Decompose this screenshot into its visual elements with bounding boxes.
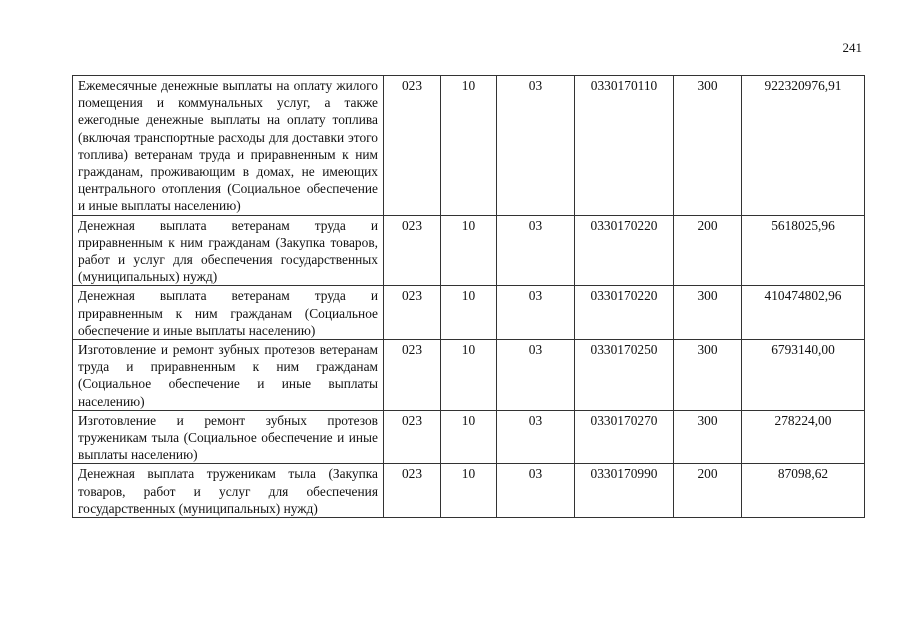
table-row — [73, 286, 865, 340]
amount: 410474802,96 — [742, 286, 865, 340]
budget-table — [72, 75, 865, 518]
target-article-code: 0330170250 — [575, 340, 674, 411]
section-code: 10 — [441, 464, 497, 518]
row-description: Денежная выплата ветеранам труда и приравненным к ним гражданам (Социальное обеспечение и иные выплаты населению) — [73, 286, 384, 340]
target-article-code: 0330170220 — [575, 286, 674, 340]
page-number: 241 — [842, 40, 862, 55]
table-row — [73, 215, 865, 286]
section-code: 10 — [441, 215, 497, 286]
expense-type-code: 300 — [674, 286, 742, 340]
expense-type-code: 200 — [674, 215, 742, 286]
table-row — [73, 76, 865, 216]
ministry-code: 023 — [384, 340, 441, 411]
ministry-code: 023 — [384, 215, 441, 286]
target-article-code: 0330170110 — [575, 76, 674, 216]
section-code: 10 — [441, 76, 497, 216]
amount: 922320976,91 — [742, 76, 865, 216]
expense-type-code: 300 — [674, 340, 742, 411]
target-article-code: 0330170990 — [575, 464, 674, 518]
subsection-code: 03 — [497, 286, 575, 340]
ministry-code: 023 — [384, 286, 441, 340]
subsection-code: 03 — [497, 464, 575, 518]
amount: 278224,00 — [742, 410, 865, 464]
ministry-code: 023 — [384, 464, 441, 518]
row-description: Изготовление и ремонт зубных протезов труженикам тыла (Социальное обеспечение и иные выплаты населению) — [73, 410, 384, 464]
section-code: 10 — [441, 340, 497, 411]
target-article-code: 0330170220 — [575, 215, 674, 286]
row-description: Денежная выплата труженикам тыла (Закупка товаров, работ и услуг для обеспечения государственных (муниципальных) нужд) — [73, 464, 384, 518]
row-description: Ежемесячные денежные выплаты на оплату жилого помещения и коммунальных услуг, а также ежегодные денежные выплаты на оплату топлива (включая транспортные расходы для доставки этого топлива) ветеранам труда и приравненным к ним гражданам, проживающим в домах, не имеющих центрального отопления (Социальное обеспечение и иные выплаты населению) — [73, 76, 384, 216]
row-description: Изготовление и ремонт зубных протезов ветеранам труда и приравненным к ним гражданам (Социальное обеспечение и иные выплаты населению) — [73, 340, 384, 411]
table-row — [73, 410, 865, 464]
subsection-code: 03 — [497, 410, 575, 464]
table-row — [73, 340, 865, 411]
subsection-code: 03 — [497, 215, 575, 286]
ministry-code: 023 — [384, 76, 441, 216]
row-description: Денежная выплата ветеранам труда и приравненным к ним гражданам (Закупка товаров, работ и услуг для обеспечения государственных (муниципальных) нужд) — [73, 215, 384, 286]
subsection-code: 03 — [497, 340, 575, 411]
amount: 87098,62 — [742, 464, 865, 518]
section-code: 10 — [441, 286, 497, 340]
section-code: 10 — [441, 410, 497, 464]
subsection-code: 03 — [497, 76, 575, 216]
ministry-code: 023 — [384, 410, 441, 464]
amount: 5618025,96 — [742, 215, 865, 286]
expense-type-code: 300 — [674, 76, 742, 216]
table-row — [73, 464, 865, 518]
target-article-code: 0330170270 — [575, 410, 674, 464]
amount: 6793140,00 — [742, 340, 865, 411]
expense-type-code: 300 — [674, 410, 742, 464]
expense-type-code: 200 — [674, 464, 742, 518]
